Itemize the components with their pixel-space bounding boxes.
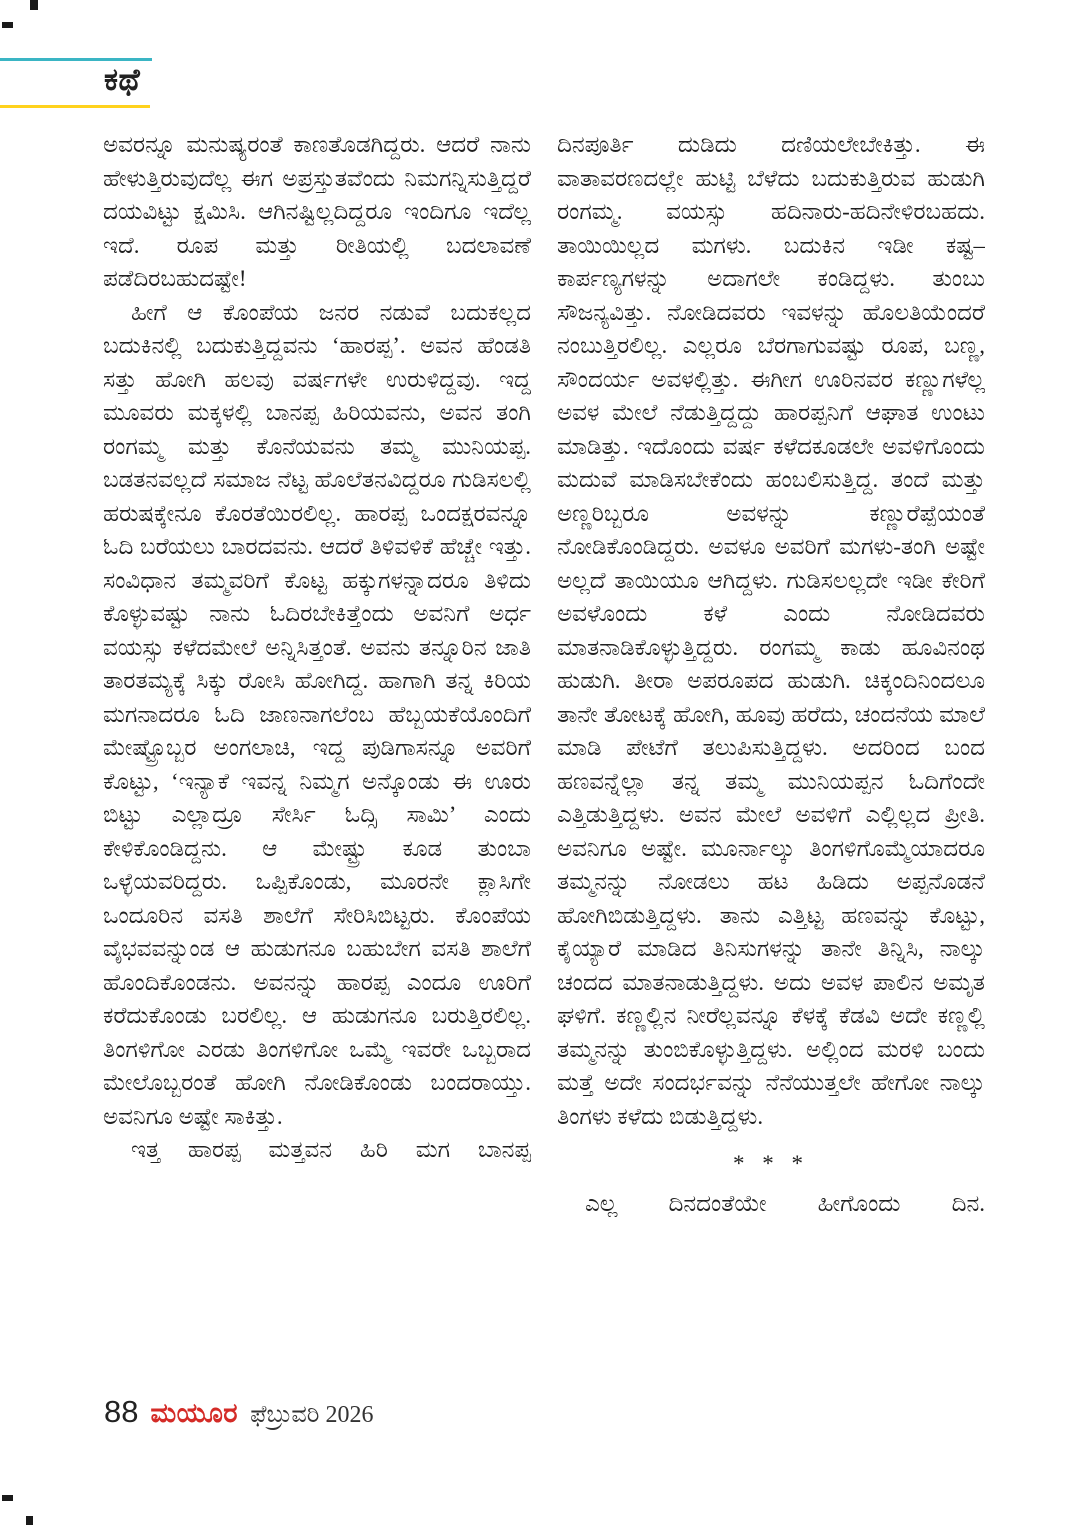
paragraph: ಹೀಗೆ ಆ ಕೊಂಪೆಯ ಜನರ ನಡುವೆ ಬದುಕಲ್ಲದ ಬದುಕಿನಲ್ಲಿ ಬದುಕುತ್ತಿದ್ದವನು ‘ಹಾರಪ್ಪ’. ಅವನ ಹೆಂಡತಿ ಸತ್ತು ಹೋಗಿ ಹಲವು ವರ್ಷಗಳೇ ಉರುಳಿದ್ದವು. ಇದ್ದ ಮೂವರು ಮಕ್ಕಳಲ್ಲಿ ಬಾನಪ್ಪ ಹಿರಿಯವನು, ಅವನ ತಂಗಿ ರಂಗಮ್ಮ ಮತ್ತು ಕೊನೆಯವನು ತಮ್ಮ ಮುನಿಯಪ್ಪ. ಬಡತನವಲ್ಲದೆ ಸಮಾಜ ನೆಟ್ಟ ಹೊಲೆತನವಿದ್ದರೂ ಗುಡಿಸಲಲ್ಲಿ ಹರುಷಕ್ಕೇನೂ ಕೊರತೆಯಿರಲಿಲ್ಲ. ಹಾರಪ್ಪ ಒಂದಕ್ಷರವನ್ನೂ ಓದಿ ಬರೆಯಲು ಬಾರದವನು. ಆದರೆ ತಿಳಿವಳಿಕೆ ಹೆಚ್ಚೇ ಇತ್ತು. ಸಂವಿಧಾನ ತಮ್ಮವರಿಗೆ ಕೊಟ್ಟ ಹಕ್ಕುಗಳನ್ನಾದರೂ ತಿಳಿದು ಕೊಳ್ಳುವಷ್ಟು ನಾನು ಓದಿರಬೇಕಿತ್ತೆಂದು ಅವನಿಗೆ ಅರ್ಧ ವಯಸ್ಸು ಕಳೆದಮೇಲೆ ಅನ್ನಿಸಿತ್ತಂತೆ. ಅವನು ತನ್ನೂರಿನ ಜಾತಿ ತಾರತಮ್ಯಕ್ಕೆ ಸಿಕ್ಕು ರೋಸಿ ಹೋಗಿದ್ದ. ಹಾಗಾಗಿ ತನ್ನ ಕಿರಿಯ ಮಗನಾದರೂ ಓದಿ ಜಾಣನಾಗಲೆಂಬ ಹೆಬ್ಬಯಕೆಯೊಂದಿಗೆ ಮೇಷ್ಟ್ರೊಬ್ಬರ ಅಂಗಲಾಚಿ, ಇದ್ದ ಪುಡಿಗಾಸನ್ನೂ ಅವರಿಗೆ ಕೊಟ್ಟು, ‘ಇನ್ಯಾಕೆ ಇವನ್ನ ನಿಮ್ಮಗ ಅನ್ಕೊಂಡು ಈ ಊರು ಬಿಟ್ಟು ಎಲ್ಲಾದ್ರೂ ಸೇರ್ಸಿ ಓದ್ಸಿ ಸಾಮಿ’ ಎಂದು ಕೇಳಿಕೊಂಡಿದ್ದನು. ಆ ಮೇಷ್ಟ್ರು ಕೂಡ ತುಂಬಾ ಒಳ್ಳೆಯವರಿದ್ದರು. ಒಪ್ಪಿಕೊಂಡು, ಮೂರನೇ ಕ್ಲಾಸಿಗೇ ಒಂದೂರಿನ ವಸತಿ ಶಾಲೆಗೆ ಸೇರಿಸಿಬಿಟ್ಟರು. ಕೊಂಪೆಯ ವೈಭವವನ್ನುಂಡ ಆ ಹುಡುಗನೂ ಬಹುಬೇಗ ವಸತಿ ಶಾಲೆಗೆ ಹೊಂದಿಕೊಂಡನು. ಅವನನ್ನು ಹಾರಪ್ಪ ಎಂದೂ ಊರಿಗೆ ಕರೆದುಕೊಂಡು ಬರಲಿಲ್ಲ. ಆ ಹುಡುಗನೂ ಬರುತ್ತಿರಲಿಲ್ಲ. ತಿಂಗಳಿಗೋ ಎರಡು ತಿಂಗಳಿಗೋ ಒಮ್ಮೆ ಇವರೇ ಒಬ್ಬರಾದ ಮೇಲೊಬ್ಬರಂತೆ ಹೋಗಿ ನೋಡಿಕೊಂಡು ಬಂದರಾಯ್ತು. ಅವನಿಗೂ ಅಷ್ಟೇ ಸಾಕಿತ್ತು. [103,299,531,1129]
section-title: ಕಥೆ [104,62,141,97]
left-column [103,128,531,1393]
paragraph-continuation: ದಿನಪೂರ್ತಿ ದುಡಿದು ದಣಿಯಲೇಬೇಕಿತ್ತು. ಈ ವಾತಾವರಣದಲ್ಲೇ ಹುಟ್ಟಿ ಬೆಳೆದು ಬದುಕುತ್ತಿರುವ ಹುಡುಗಿ ರಂಗಮ್ಮ. ವಯಸ್ಸು ಹದಿನಾರು-ಹದಿನೇಳಿರಬಹದು. ತಾಯಿಯಿಲ್ಲದ ಮಗಳು. ಬದುಕಿನ ಇಡೀ ಕಷ್ಟ– ಕಾರ್ಪಣ್ಯಗಳನ್ನು ಅದಾಗಲೇ ಕಂಡಿದ್ದಳು. ತುಂಬು ಸೌಜನ್ಯವಿತ್ತು. ನೋಡಿದವರು ಇವಳನ್ನು ಹೊಲತಿಯೆಂದರೆ ನಂಬುತ್ತಿರಲಿಲ್ಲ. ಎಲ್ಲರೂ ಬೆರಗಾಗುವಷ್ಟು ರೂಪ, ಬಣ್ಣ, ಸೌಂದರ್ಯ ಅವಳಲ್ಲಿತ್ತು. ಈಗೀಗ ಊರಿನವರ ಕಣ್ಣುಗಳೆಲ್ಲ ಅವಳ ಮೇಲೆ ನೆಡುತ್ತಿದ್ದದ್ದು ಹಾರಪ್ಪನಿಗೆ ಆಘಾತ ಉಂಟು ಮಾಡಿತ್ತು. ಇದೊಂದು ವರ್ಷ ಕಳೆದಕೂಡಲೇ ಅವಳಿಗೊಂದು ಮದುವೆ ಮಾಡಿಸಬೇಕೆಂದು ಹಂಬಲಿಸುತ್ತಿದ್ದ. ತಂದೆ ಮತ್ತು ಅಣ್ಣರಿಬ್ಬರೂ ಅವಳನ್ನು ಕಣ್ಣುರೆಪ್ಪೆಯಂತೆ ನೋಡಿಕೊಂಡಿದ್ದರು. ಅವಳೂ ಅವರಿಗೆ ಮಗಳು-ತಂಗಿ ಅಷ್ಟೇ ಅಲ್ಲದೆ ತಾಯಿಯೂ ಆಗಿದ್ದಳು. ಗುಡಿಸಲಲ್ಲದೇ ಇಡೀ ಕೇರಿಗೆ ಅವಳೊಂದು ಕಳೆ ಎಂದು ನೋಡಿದವರು ಮಾತನಾಡಿಕೊಳ್ಳುತ್ತಿದ್ದರು. ರಂಗಮ್ಮ ಕಾಡು ಹೂವಿನಂಥ ಹುಡುಗಿ. ತೀರಾ ಅಪರೂಪದ ಹುಡುಗಿ. ಚಿಕ್ಕಂದಿನಿಂದಲೂ ತಾನೇ ತೋಟಕ್ಕೆ ಹೋಗಿ, ಹೂವು ಹರೆದು, ಚಂದನೆಯ ಮಾಲೆ ಮಾಡಿ ಪೇಟೆಗೆ ತಲುಪಿಸುತ್ತಿದ್ದಳು. ಅದರಿಂದ ಬಂದ ಹಣವನ್ನೆಲ್ಲಾ ತನ್ನ ತಮ್ಮ ಮುನಿಯಪ್ಪನ ಓದಿಗೆಂದೇ ಎತ್ತಿಡುತ್ತಿದ್ದಳು. ಅವನ ಮೇಲೆ ಅವಳಿಗೆ ಎಲ್ಲಿಲ್ಲದ ಪ್ರೀತಿ. ಅವನಿಗೂ ಅಷ್ಟೇ. ಮೂರ್ನಾಲ್ಕು ತಿಂಗಳಿಗೊಮ್ಮೆಯಾದರೂ ತಮ್ಮನನ್ನು ನೋಡಲು ಹಟ ಹಿಡಿದು ಅಪ್ಪನೊಡನೆ ಹೋಗಿಬಿಡುತ್ತಿದ್ದಳು. ತಾನು ಎತ್ತಿಟ್ಟ ಹಣವನ್ನು ಕೊಟ್ಟು, ಕೈಯ್ಯಾರೆ ಮಾಡಿದ ತಿನಿಸುಗಳನ್ನು ತಾನೇ ತಿನ್ನಿಸಿ, ನಾಲ್ಕು ಚಂದದ ಮಾತನಾಡುತ್ತಿದ್ದಳು. ಅದು ಅವಳ ಪಾಲಿನ ಅಮೃತ ಘಳಿಗೆ. ಕಣ್ಣಲ್ಲಿನ ನೀರೆಲ್ಲವನ್ನೂ ಕೆಳಕ್ಕೆ ಕೆಡವಿ ಅದೇ ಕಣ್ಣಲ್ಲಿ ತಮ್ಮನನ್ನು ತುಂಬಿಕೊಳ್ಳುತ್ತಿದ್ದಳು. ಅಲ್ಲಿಂದ ಮರಳಿ ಬಂದು ಮತ್ತೆ ಅದೇ ಸಂದರ್ಭವನ್ನು ನೆನೆಯುತ್ತಲೇ ಹೇಗೋ ನಾಲ್ಕು ತಿಂಗಳು ಕಳೆದು ಬಿಡುತ್ತಿದ್ದಳು. [557,132,985,1129]
header-rule-bottom [0,105,150,108]
section-separator: * * * [733,1151,809,1176]
registration-mark-bottom-bar [26,1516,33,1525]
registration-mark-bottom-dash [2,1495,13,1501]
page-footer [104,1394,373,1430]
paragraph-closing: ಎಲ್ಲ ದಿನದಂತೆಯೇ ಹೀಗೊಂದು ದಿನ. [585,1190,985,1216]
issue-date: ಫೆಬ್ರುವರಿ 2026 [250,1402,374,1428]
paragraph-runover: ಇತ್ತ ಹಾರಪ್ಪ ಮತ್ತವನ ಹಿರಿ ಮಗ ಬಾನಪ್ಪ [131,1137,531,1162]
right-column [557,128,985,1393]
article-body [103,128,985,1393]
paragraph-continuation: ಅವರನ್ನೂ ಮನುಷ್ಯರಂತೆ ಕಾಣತೊಡಗಿದ್ದರು. ಆದರೆ ನಾನು ಹೇಳುತ್ತಿರುವುದೆಲ್ಲ ಈಗ ಅಪ್ರಸ್ತುತವೆಂದು ನಿಮಗನ್ನಿಸುತ್ತಿದ್ದರೆ ದಯವಿಟ್ಟು ಕ್ಷಮಿಸಿ. ಆಗಿನಷ್ಟಿಲ್ಲದಿದ್ದರೂ ಇಂದಿಗೂ ಇದೆಲ್ಲ ಇದೆ. ರೂಪ ಮತ್ತು ರೀತಿಯಲ್ಲಿ ಬದಲಾವಣೆ ಪಡೆದಿರಬಹುದಷ್ಟೇ! [103,132,531,291]
registration-mark-top-dash [2,22,13,28]
magazine-logo: ಮಯೂರ [150,1398,239,1428]
page-number: 88 [104,1394,139,1429]
header-rule-top [0,58,152,61]
registration-mark-top-bar [30,0,38,10]
